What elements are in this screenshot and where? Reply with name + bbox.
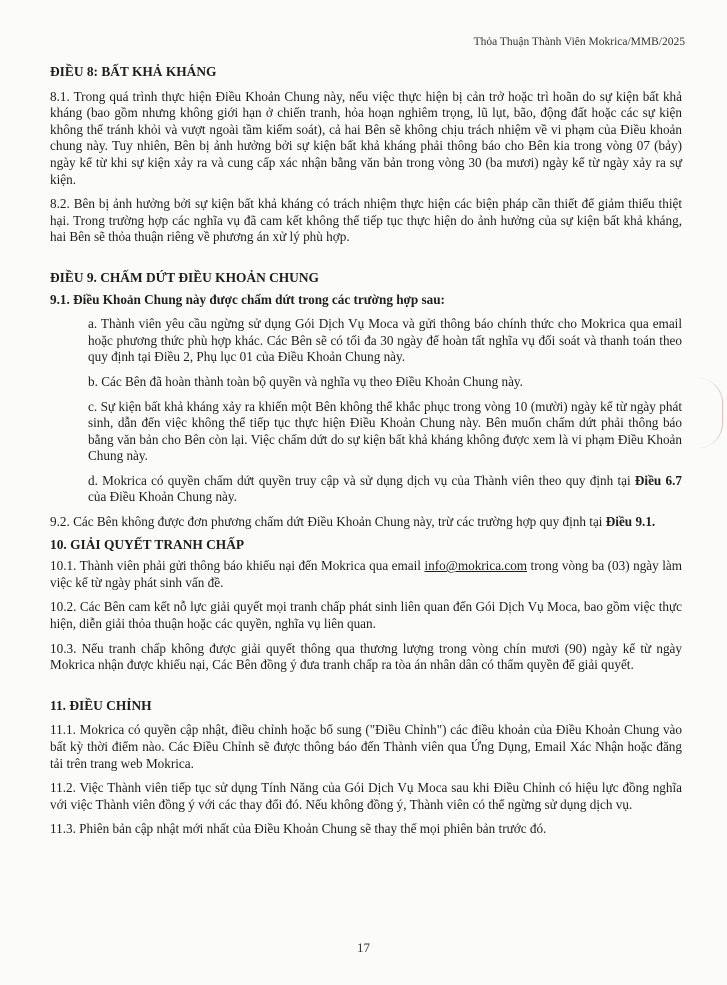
clause-9-1-title: 9.1. Điều Khoản Chung này được chấm dứt trong các trường hợp sau: (50, 291, 445, 307)
clause-9-1-a: a. Thành viên yêu cầu ngừng sử dụng Gói Dịch Vụ Moca và gửi thông báo chính thức cho Mokrica qua email hoặc phương thức phù hợp khác. Các Bên sẽ có tối đa 30 ngày để hoàn tất nghĩa vụ đối soát và thanh toán theo quy định tại Điều 2, Phụ lục 01 của Điều Khoản Chung này. (88, 316, 682, 365)
email-link[interactable]: info@mokrica.com (424, 558, 528, 574)
page-number: 17 (357, 940, 370, 955)
section-10-title: 10. GIẢI QUYẾT TRANH CHẤP (50, 536, 245, 552)
clause-9-2-text: 9.2. Các Bên không được đơn phương chấm dứt Điều Khoản Chung này, trừ các trường hợp quy định tại (50, 514, 606, 530)
clause-9-1-d (88, 473, 682, 506)
clause-11-3: 11.3. Phiên bản cập nhật mới nhất của Điều Khoản Chung sẽ thay thế mọi phiên bản trước đó. (50, 821, 547, 837)
clause-10-3: 10.3. Nếu tranh chấp không được giải quyết thông qua thương lượng trong vòng chín mươi (90) ngày kể từ ngày Mokrica nhận được khiếu nại, Các Bên đồng ý đưa tranh chấp ra tòa án nhân dân có thẩm quyền để giải quyết. (50, 640, 682, 673)
clause-11-2: 11.2. Việc Thành viên tiếp tục sử dụng Tính Năng của Gói Dịch Vụ Moca sau khi Điều Chỉnh có hiệu lực đồng nghĩa với việc Thành viên đồng ý với các thay đổi đó. Nếu không đồng ý, Thành viên có thể ngừng sử dụng dịch vụ. (50, 780, 682, 812)
clause-10-1-tail: trong vòng ba (03) ngày làm việc kể từ ngày phát sinh vấn đề. (50, 558, 682, 590)
section-11-title: 11. ĐIỀU CHỈNH (50, 697, 152, 713)
section-9-title: ĐIỀU 9. CHẤM DỨT ĐIỀU KHOẢN CHUNG (50, 269, 319, 285)
clause-9-1-d-ref: Điều 6.7 (634, 472, 683, 488)
clause-10-1 (50, 558, 682, 591)
clause-9-2 (50, 514, 682, 531)
clause-9-1-d-tail: của Điều Khoản Chung này. (88, 489, 237, 505)
clause-9-1-d-text: d. Mokrica có quyền chấm dứt quyền truy cập và sử dụng dịch vụ của Thành viên theo quy định tại (88, 472, 635, 488)
clause-10-1-text: 10.1. Thành viên phải gửi thông báo khiếu nại đến Mokrica qua email (50, 558, 425, 574)
document-header: Thỏa Thuận Thành Viên Mokrica/MMB/2025 (473, 36, 685, 48)
clause-9-1-c: c. Sự kiện bất khả kháng xảy ra khiến một Bên không thể khắc phục trong vòng 10 (mười) ngày kể từ ngày phát sinh, dẫn đến việc không thể tiếp tục thực hiện Điều Khoản Chung này. Bên muốn chấm dứt phải thông báo bằng văn bản cho Bên còn lại. Việc chấm dứt do sự kiện bất khả kháng không được xem là vi phạm Điều Khoản Chung này. (88, 398, 682, 464)
clause-8-2: 8.2. Bên bị ảnh hưởng bởi sự kiện bất khả kháng có trách nhiệm thực hiện các biện pháp cần thiết để giảm thiểu thiệt hại. Trong trường hợp các nghĩa vụ đã cam kết không thể tiếp tục thực hiện do ảnh hưởng của sự kiện bất khả kháng, hai Bên sẽ thỏa thuận riêng về phương án xử lý phù hợp. (50, 196, 682, 245)
clause-8-1: 8.1. Trong quá trình thực hiện Điều Khoản Chung này, nếu việc thực hiện bị cản trở hoặc trì hoãn do sự kiện bất khả kháng (bao gồm nhưng không giới hạn ở chiến tranh, hỏa hoạn nghiêm trọng, lũ lụt, bão, động đất hoặc các sự kiện không thể tránh khỏi và vượt ngoài tầm kiểm soát), cả hai Bên sẽ không chịu trách nhiệm về vi phạm của Điều khoản chung này. Tuy nhiên, Bên bị ảnh hưởng bởi sự kiện bất khả kháng phải thông báo cho Bên kia trong vòng 07 (bảy) ngày kể từ khi sự kiện xảy ra và cung cấp xác nhận bằng văn bản trong vòng 30 (ba mươi) ngày kể từ ngày xảy ra sự kiện. (50, 88, 682, 187)
clause-9-1-b: b. Các Bên đã hoàn thành toàn bộ quyền và nghĩa vụ theo Điều Khoản Chung này. (88, 373, 523, 389)
document-body (50, 64, 682, 838)
section-8-title: ĐIỀU 8: BẤT KHẢ KHÁNG (50, 64, 217, 79)
seal-stamp-edge (698, 378, 723, 448)
clause-9-2-ref: Điều 9.1. (605, 514, 656, 530)
clause-10-2: 10.2. Các Bên cam kết nỗ lực giải quyết mọi tranh chấp phát sinh liên quan đến Gói Dịch Vụ Moca, bao gồm việc thực hiện, diễn giải thỏa thuận hoặc các quyền, nghĩa vụ liên quan. (50, 599, 682, 632)
clause-11-1: 11.1. Mokrica có quyền cập nhật, điều chỉnh hoặc bổ sung ("Điều Chỉnh") các điều khoản của Điều Khoản Chung vào bất kỳ thời điểm nào. Các Điều Chỉnh sẽ được thông báo đến Thành viên qua Ứng Dụng, Email Xác Nhận hoặc đăng tải trên trang web Mokrica. (50, 722, 682, 771)
